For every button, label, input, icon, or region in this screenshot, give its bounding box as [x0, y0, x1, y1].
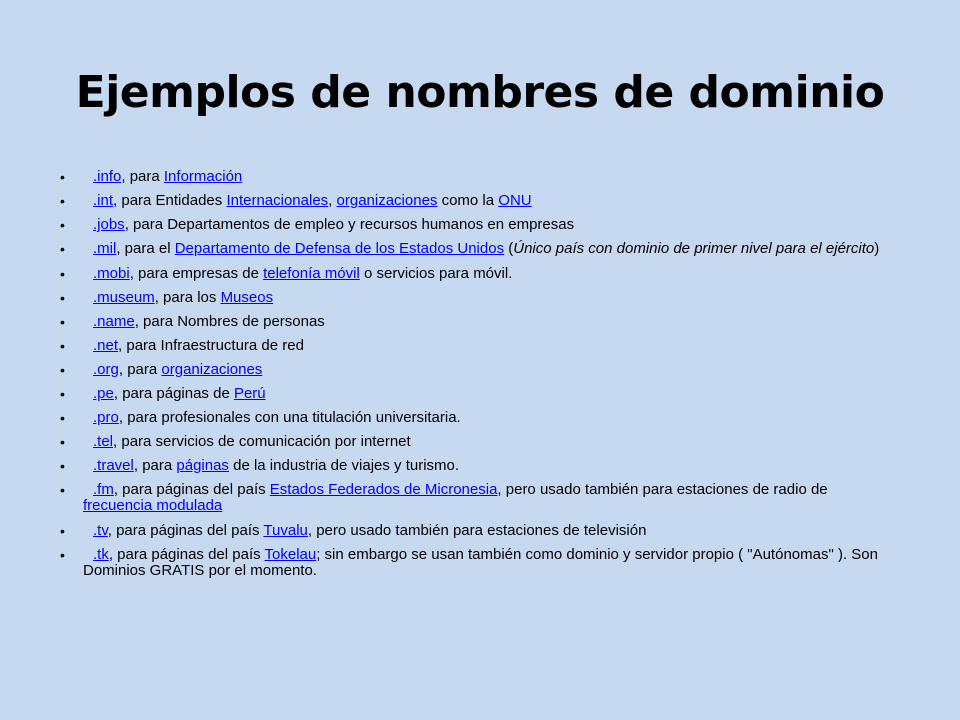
list-item-org [0, 362, 960, 378]
list-item-pe [0, 386, 960, 402]
item-text: , para Infraestructura de red [118, 336, 304, 354]
link-tv[interactable]: .tv [93, 521, 108, 539]
link-jobs[interactable]: .jobs [93, 216, 125, 233]
list-item-net [0, 338, 960, 354]
link-museum[interactable]: .museum [93, 288, 155, 306]
link-info[interactable]: .info [93, 168, 122, 185]
list-item-int [0, 193, 960, 209]
item-text: , para [121, 168, 164, 185]
link-tuvalu[interactable]: Tuvalu [263, 521, 308, 539]
item-text: , para servicios de comunicación por internet [113, 432, 411, 450]
list-item-mil [0, 241, 960, 258]
link-informacion[interactable]: Información [163, 168, 243, 185]
slide-title: Ejemplos de nombres de dominio [75, 67, 885, 118]
item-text: , para [118, 360, 162, 378]
link-internacionales[interactable]: Internacionales [226, 192, 329, 209]
item-text: , para el [116, 240, 175, 257]
link-tokelau[interactable]: Tokelau [264, 545, 317, 563]
link-fm[interactable]: .fm [93, 480, 114, 498]
item-text: como la [437, 192, 499, 209]
list-item-tel [0, 434, 960, 450]
item-text: ( [504, 240, 514, 257]
item-text: ) [874, 240, 880, 257]
link-peru[interactable]: Perú [233, 384, 266, 402]
item-text: , para Departamentos de empleo y recursos humanos en empresas [124, 216, 575, 233]
link-frecuencia-modulada[interactable]: frecuencia modulada [83, 497, 223, 514]
link-paginas[interactable]: páginas [176, 456, 229, 474]
item-text: , para Nombres de personas [134, 312, 325, 330]
link-name[interactable]: .name [93, 312, 135, 330]
link-mil[interactable]: .mil [93, 240, 117, 257]
item-text: de la industria de viajes y turismo. [228, 456, 460, 474]
link-pro[interactable]: .pro [93, 408, 119, 426]
link-organizaciones[interactable]: organizaciones [336, 192, 438, 209]
link-museos[interactable]: Museos [220, 288, 274, 306]
link-pe[interactable]: .pe [93, 384, 114, 402]
item-text: , para profesionales con una titulación universitaria. [118, 408, 461, 426]
item-text: , [328, 192, 337, 209]
list-item-travel [0, 458, 960, 474]
list-item-tv [0, 523, 960, 539]
item-text: , para [133, 456, 177, 474]
list-item-jobs [0, 217, 960, 233]
item-text: , para páginas de [113, 384, 234, 402]
link-travel[interactable]: .travel [93, 456, 134, 474]
item-text: , pero usado también para estaciones de radio de [497, 480, 828, 498]
item-text: , para Entidades [113, 192, 227, 209]
list-item-tk [0, 547, 960, 580]
item-italic-note: Único país con dominio de primer nivel para el ejército [513, 240, 875, 257]
link-onu[interactable]: ONU [498, 192, 532, 209]
link-mobi[interactable]: .mobi [93, 264, 130, 282]
item-text: , para empresas de [129, 264, 264, 282]
item-text: , pero usado también para estaciones de televisión [307, 521, 647, 539]
item-text: , para páginas del país [107, 521, 264, 539]
list-item-fm [0, 482, 960, 515]
list-item-mobi [0, 266, 960, 282]
list-item-pro [0, 410, 960, 426]
item-text: , para páginas del país [113, 480, 270, 498]
link-organizaciones-org[interactable]: organizaciones [161, 360, 263, 378]
list-item-info [0, 169, 960, 185]
link-tel[interactable]: .tel [93, 432, 114, 450]
list-item-name [0, 314, 960, 330]
item-text: ; sin embargo se usan también como dominio y servidor propio ( "Autónomas" ). Son Dominios GRATIS por el momento. [83, 545, 878, 579]
link-telefonia-movil[interactable]: telefonía móvil [263, 264, 360, 282]
link-tk[interactable]: .tk [93, 545, 109, 563]
item-text: o servicios para móvil. [359, 264, 513, 282]
domain-list [0, 169, 960, 588]
link-org[interactable]: .org [93, 360, 119, 378]
link-micronesia[interactable]: Estados Federados de Micronesia [269, 480, 498, 498]
link-int[interactable]: .int [93, 192, 114, 209]
list-item-museum [0, 290, 960, 306]
link-departamento-defensa[interactable]: Departamento de Defensa de los Estados Unidos [174, 240, 505, 257]
item-text: , para páginas del país [108, 545, 265, 563]
item-text: , para los [154, 288, 221, 306]
link-net[interactable]: .net [93, 336, 119, 354]
